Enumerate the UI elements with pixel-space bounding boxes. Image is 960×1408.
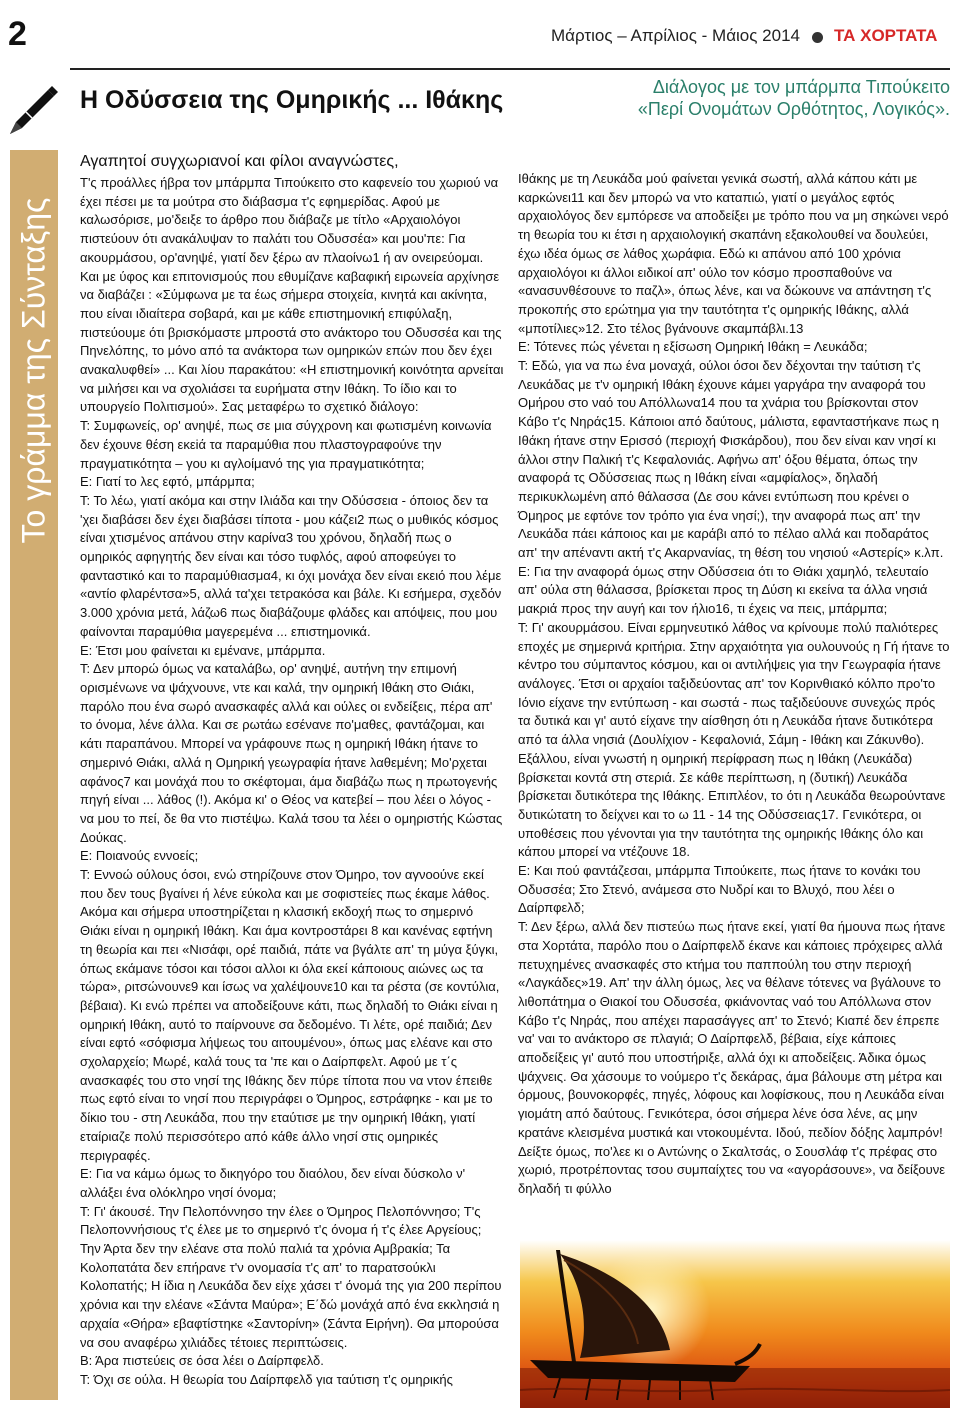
greeting: Αγαπητοί συγχωριανοί και φίλοι αναγνώστες, — [80, 153, 399, 170]
right-paragraph: Τ: Εδώ, για να πω ένα μοναχά, ούλοι όσοι δεν δέχονται την ταύτιση τ'ς Λευκάδας με τ'ν ομηρική Ιθάκη έχουνε κάμει γαργάρα την αναφορά του Ομήρου στο ναό του Απόλλωνα14 που τα χνάρια του βρίσκονται στον Κάβο τ'ς Νηράς15. Κάποιοι από δαύτους, μάλιστα, εφανταστήκανε πως η Ιθάκη ήτανε στην Ερισσό (περιοχή Φισκάρδου), που δεν είναι καν νησί κι άλλοι στην Παλική τ'ς Κεφαλονιάς. Αφήνω απ' όξου θέματα, όπως την αναφορά τς Οδύσσειας πως η Ιθάκη είναι «αμφίαλος», δηλαδή περικυκλωμένη από θάλασσα (Δε σου κάνει εντύπωση που κρένει ο Όμηρος με εφτόνε τον τρόπο για ένα νησί;), την αναφορά πως απ' την Λευκάδα πάει κάποιος και με καράβι από το πέλαο αλλά και ποδαράτος απ' την απέναντι ακτή τ'ς Ακαρνανίας, τη θέση του νησιού «Αστερίς» κ.λπ. — [518, 358, 944, 561]
article-column-left — [80, 152, 504, 1390]
right-paragraph: Ιθάκης με τη Λευκάδα μού φαίνεται γενικά σωστή, αλλά κάπου κάτι με καρκώνει11 και δεν μπορώ να ντο καταπιώ, γιατί ο μεγάλος εφτός αρχαιολόγος δεν εμπόρεσε να αποδείξει με τρόπο που να μη σηκώνει νερό τη θεωρία του κι έτσι η αρχαιολογική σκαπάνη εξακολουθεί να δουλεύει, έχω ιδέα όμως σε λάθος χωράφια. Εδώ κι απάνου από 100 χρόνια αρχαιολόγοι κι άλλοι ειδικοί απ' ούλο τον κόσμο προσπαθούνε να «ανασυνθέσουνε το παζλ», όπως λένε, και να δώκουνε να απάντηση τ'ς προκοπής στο ερώτημα για την ταυτότητα τ'ς ομηρικής Ιθάκης, αλλά «μποτίλιες»12. Στο τέλος βγάνουνε σκαμπάβλι.13 — [518, 171, 949, 336]
top-rule — [0, 0, 960, 8]
left-paragraph: Ε: Έτσι μου φαίνεται κι εμένανε, μπάρμπα. — [80, 642, 326, 658]
sidebar-title — [10, 150, 58, 590]
left-paragraph: Τ: Εννοώ ούλους όσοι, ενώ στηρίζουνε στον Όμηρο, τον αγνοούνε εκεί που δεν τους βγαίνει ή λένε εύκολα και με σοφιστείες πως έκαμε λάθος. Ακόμα και σήμερα υποστηρίζεται η κλασική εκδοχή πως το σημερινό Θιάκι είναι η ομηρική Ιθάκη. Και άμα κοντροστάρει 8 και κανένας εφτήνη τη θεωρία και πει «Νισάφι, ορέ παιδιά, πάτε να βγάλτε απ' τη μύγα ξύγκι, όπως εκάμανε τόσοι και τόσοι αλλοι κι όλα εκεί κάποιους αιώνες ως τα τώρα», ριτσώνουνε9 και ίσως να χαλέψουνε10 και τα ρέστα (σε κοντύλια, βέβαια). Κι ενώ πρέπει να αποδείξουνε κάτι, πως δηλαδή το Θιάκι είναι η ομηρική Ιθάκη, αυτό το παίρνουνε σα δεδομένο. Τι λέτε, ορέ παιδιά; Δεν είναι εφτό «σόφισμα λήψεως του αιτουμένου», όπως μας ελέανε και στο σχολαρχείο; Μωρέ, καλά τους τα 'πε και ο Δαίρπφελτ. Αφού με τ΄ς ανασκαφές του στο νησί της Ιθάκης δεν πύρε τίποτα που να ντον έπειθε πως εφτό είναι το νησί που περιγράφει ο Όμηρος, εστράφηκε - και με το δίκιο του - στη Λευκάδα, που την εταύτισε με την ομηρική Ιθάκη, γιατί εταίριαζε πολύ περισσότερο από κάθε άλλο νησί στις ομηρικές περιγραφές. — [80, 867, 500, 1163]
header-divider — [70, 68, 950, 70]
subtitle-line-2: «Περί Ονομάτων Ορθότητος, Λογικός». — [637, 99, 950, 119]
article-column-right — [518, 170, 950, 1199]
right-paragraph: Ε: Για την αναφορά όμως στην Οδύσσεια ότι το Θιάκι χαμηλό, τελευταίο απ' ούλα στη θάλασσα, βρίσκεται προς τη Δύση κι εκείνα τα άλλα νησιά μακριά προς την αυγή και τον ήλιο16, τι έχεις να πεις, μπάρμπα; — [518, 563, 929, 617]
left-paragraph: Τ: Όχι σε ούλα. Η θεωρία του Δαίρπφελδ για ταύτιση τ'ς ομηρικής — [80, 1372, 453, 1387]
right-paragraph: Ε: Και πού φαντάζεσαι, μπάρμπα Τιπούκειτε, πως ήτανε το κονάκι του Οδυσσέα; Στο Στενό, ανάμεσα στο Νυδρί και το Βλυχό, που λέει ο Δαίρπφελδ; — [518, 863, 921, 916]
article-subtitle — [540, 76, 950, 120]
left-paragraph: Τ'ς προάλλες ήβρα τον μπάρμπα Τιπούκειτο στο καφενείο του χωριού να έχει πέσει με τα μούτρα στο διάβασμα τ'ς εφημερίδας. Αφού με καλωσόρισε, μο'δειξε το άρθρο που διάβαζε με τίτλο «Αρχαιολόγοι πιστεύουν ότι ανακάλυψαν το παλάτι του Οδυσσέα» και μου'πε: Για ακουρμάσου, ορ'ανηψέ, γιατί δεν ξέρω αν πλαοίνω1 ή αν ονειρεύομαι. Και με ύφος και επιτονισμούς που εθυμίζανε καβαφική ειρωνεία αρχίνησε να διαβάζει : «Σύμφωνα με τα έως σήμερα στοιχεία, κινητά και ακίνητα, που είναι ιδιαίτερα σοβαρά, και με κάθε επιστημονική επιφύλαξη, πιστεύουμε ότι βρισκόμαστε μπροστά στο ανάκτορο του Οδυσσέα και της Πηνελόπης, το μόνο από τα ανάκτορα των ομηρικών επών που δεν έχει ανακαλυφθεί» ... Και λίου παρακάτου: «Η επιστημονική κοινότητα αρνείται να μιλήσει και να σχολιάσει τα ευρήματα στην Ιθάκη. Το ίδιο και το υπουργείο Πολιτισμού». Σας μεταφέρω το σχετικό διάλογο: — [80, 175, 504, 415]
left-paragraph: Τ: Γι' άκουσέ. Την Πελοπόννησο την έλεε ο Όμηρος Πελοπόννησο; Τ'ς Πελοποννήσιους τ'ς έλεε με το σημερινό τ'ς όνομα ή τ'ς έλεε Αργείους; Την Άρτα δεν την ελέανε στα πολύ παλιά τα χρόνια Αμβρακία; Τα Κολοπατάτα δεν επήρανε τ'ν ονομασία τ'ς απ' το παρατσούκλι Κολοπατής; Η ίδια η Λευκάδα δεν είχε χάσει τ' όνομά της για 200 περίπου χρόνια και την ελέανε «Σάντα Μαύρα»; Ε΄δώ μονάχά από ένα εκκλησιά η αρχαία «Θήρα» εβαφτίστηκε «Σαντορίνη» (Σάντα Ειρήνη). Θα μπορούσα να σου αναφέρω χιλιάδες τέτοιες περιπτώσεις. — [80, 1203, 502, 1350]
left-paragraph: Ε: Ποιανούς εννοείς; — [80, 848, 199, 864]
subtitle-line-1: Διάλογος με τον μπάρμπα Τιπούκειτο — [652, 77, 950, 97]
issue-date: Μάρτιος – Απρίλιος - Μάιος 2014 — [550, 26, 800, 45]
article-title: Η Οδύσσεια της Ομηρικής ... Ιθάκης — [80, 86, 504, 114]
left-paragraph: Τ: Δεν μπορώ όμως να καταλάβω, ορ' ανηψέ, αυτήνη την επιμονή ορισμένωνε να ψάχνουνε, ντε και καλά, την ομηρική Ιθάκη στο Θιάκι, παρόλο που ένα σωρό ανασκαφές αλλά και ούλες οι ενδείξεις, πέρα απ' το όνομα, λένε άλλα. Και σε ρωτάω εσένανε πο'μαθες, φαντάζομαι, και κάτι παραπάνου. Μπορεί να γράφουνε πως η ομηρική Ιθάκη ήτανε το σημερινό Θιάκι, αλλά η Ομηρική γεωγραφία ήτανε λαθεμένη; Μο'ρχεται αφάνος7 και μονάχά που το σκέφτομαι, άμα διαβάζω πως η πρωτογενής πηγή είναι ... λάθος (!). Ακόμα κι' ο Θέος να κατεβεί – που λέει ο λόγος - να μου το πεί, δε θα ντο πιστέψω. Καλά τσου τα λέει ο ομηριστής Κώστας Δούκας. — [80, 661, 503, 845]
left-paragraph: Ε: Για να κάμω όμως το δικηγόρο του διαόλου, δεν είναι δύσκολο ν' αλλάξει ένα ολόκληρο νησί όνομα; — [80, 1166, 466, 1200]
right-paragraph: Τ: Γι' ακουρμάσου. Είναι ερμηνευτικό λάθος να κρίνουμε πολύ παλιότερες εποχές με σημερινά κριτήρια. Στην αρχαιότητα για ουλουνούς η Γή ήτανε το κέντρο του σύμπαντος κόσμου, και οι αντιλήψεις για την Γεωγραφία ήτανε ανάλογες. Έτσι οι αρχαίοι ταξιδεύοντας απ' τον Κορινθιακό κόλπο προ'το Ιόνιο είχανε την εντύπωση - και σωστά - πως ταξιδεύουνε συνεχώς πρός τα δυτικά και γι' αυτό είχανε την αίσθηση ότι η Λευκάδα ήτανε δυτικότερα από τα άλλα νησιά (Δουλίχιον - Κεφαλονιά, Σάμη - Ιθάκη και Ζάκυνθο). Εξάλλου, είναι γνωστή η ομηρική περίφραση πως η Ιθάκη (Λευκάδα) βρίσκεται κοντά στη στεριά. Σε κάθε περίπτωση, η (δυτική) Λευκάδα βρίσκεται δυτικότερα της Ιθάκης. Επιπλέον, το ότι η Λευκάδα θεωρούντανε δυτικώτατη το δείχνει και το ω 11 - 14 της Οδύσσειας17. Γενικότερα, οι υποθέσεις που γένονται για την ταυτότητα της ομηρικής Ιθάκης όλο και κάπου μπορεί να ντέζουνε 18. — [518, 619, 950, 860]
pen-icon — [6, 82, 62, 138]
page-number: 2 — [8, 15, 27, 53]
left-paragraphs — [80, 174, 504, 1390]
right-paragraph: Τ: Δεν ξέρω, αλλά δεν πιστεύω πως ήτανε εκεί, γιατί θα ήμουνα πως ήτανε στα Χορτάτα, παρόλο που ο Δαίρπφελδ έκανε και κάποιες πρόχειρες αλλά πετυχημένες ανασκαφές στο κτήμα του παππούλη του στην περιοχή «Λαγκάδες»19. Απ' την άλλη όμως, λες να θέλανε τότενες να βγάλουνε το λιθοπάτημα ο Θιακοί του Οδυσσέα, φκιάνοντας ναό του Απόλλωνα στον Κάβο τ'ς Νηράς, που απέχει παρασάγγες απ' το Στενό; Κιαπέ δεν έπρεπε να' ναι το ανάκτορο σε πλαγιά; Ο Δαίρπφελδ, βέβαια, είχε κάποιες αποδείξεις γι' αυτό που υποστήριξε, αλλά όχι κι αποδείξεις. Άδικα όμως ψάχνεις. Θα χάσουμε το νούμερο τ'ς δεκάρας, άμα βάλουμε στη μέτρα και όρμους, βουνοκορφές, πηγές, λόφους και λοφίσκους, που η Λευκάδα είναι γιομάτη από δαύτους. Γενικότερα, όσοι σήμερα λένε όσα λένε, ας μην κρατάνε κλεισμένα μυστικά και ντοκουμέντα. Ιδού, πεδίον δόξης λαμπρόν! Δείξτε όμως, πο'λεε κι ο Αντώνης ο Σκαλτσάς, ο Σουσλάφ τ'ς πρέφας στο χωριό, προτρέποντας τσου συμπαίχτες του να «αγοράσουνε», να δείξουνε δηλαδή τι φύλλο — [518, 919, 946, 1196]
ship-sunset-image — [520, 1240, 950, 1408]
right-paragraphs — [518, 170, 950, 1199]
left-paragraph: Τ: Συμφωνείς, ορ' ανηψέ, πως σε μια σύγχρονη και φωτισμένη κοινωνία δεν έχουνε θέση εκεiά τα παραμύθια που πλαστογραφούνε την πραγματικότητα – γου κι αγλοίμανό της για πραγματικότητα; — [80, 418, 492, 471]
left-paragraph: Τ: Το λέω, γιατί ακόμα και στην Ιλιάδα και την Οδύσσεια - όποιος δεν τα 'χει διαβάσει δεν έχει διαβάσει τίποτα - μου κάζει2 πως ο μυθικός κόσμος είναι χτισμένος απάνου στην καρίνα3 του χρόνου, δηλαδή πως ο ομηρικός αφηγητής δεν είναι και τόσο τυφλός, αφού αποφεύγει το φανταστικό και το παραμύθιασμα4, κι όχι μονάχα δεν είναι εκειό που λέμε «αντίο φλαρέντσα»5, αλλά τα'χει τετρακόσα και βάλε. Κι εσήμερα, σχεδόν 3.000 χρόνια μετά, λάζω6 πως διαβάζουμε φλάδες και απόψεις, που μου φαίνονται παραμύθια μαγερεμένα ... επιστημονικά. — [80, 492, 502, 639]
left-paragraph: Ε: Γιατί το λες εφτό, μπάρμπα; — [80, 474, 255, 490]
right-paragraph: Ε: Τότενες πώς γένεται η εξίσωση Ομηρική Ιθάκη = Λευκάδα; — [518, 339, 868, 355]
section-name: ΤΑ ΧΟΡΤΑΤΑ — [834, 26, 938, 45]
header-dot-icon — [812, 32, 823, 43]
left-paragraph: Β: Άρα πιστεύεις σε όσα λέει ο Δαίρπφελδ. — [80, 1353, 324, 1369]
sidebar-label: Το γράμμα της Σύνταξης — [15, 197, 52, 543]
